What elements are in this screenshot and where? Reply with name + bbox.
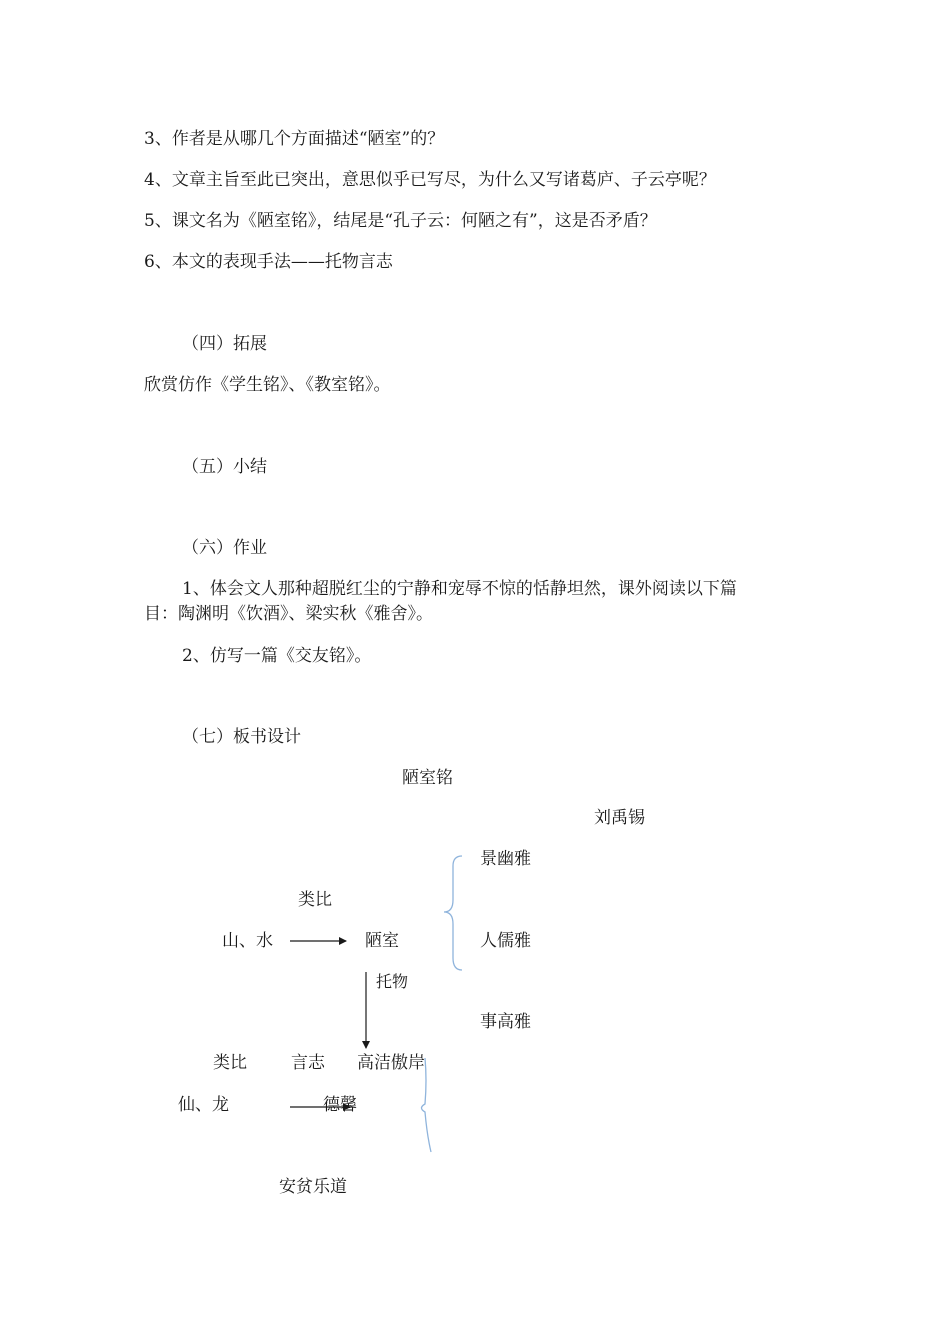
board-title: 陋室铭 — [402, 768, 453, 788]
board-by-object: 托物 — [376, 972, 409, 991]
board-virtue-fragrant: 德馨 — [323, 1095, 357, 1115]
board-mountain-water: 山、水 — [222, 931, 273, 951]
homework-heading: （六）作业 — [182, 538, 267, 558]
question-4: 4、文章主旨至此已突出，意思似乎已写尽，为什么又写诸葛庐、子云亭呢？ — [144, 170, 716, 190]
board-immortal-dragon: 仙、龙 — [178, 1095, 229, 1115]
question-3: 3、作者是从哪几个方面描述“陋室”的？ — [144, 129, 445, 149]
board-analogy-bottom: 类比 — [213, 1053, 247, 1073]
homework-1-line2: 目：陶渊明《饮酒》、梁实秋《雅舍》。 — [144, 604, 433, 624]
expand-heading: （四）拓展 — [182, 334, 267, 354]
homework-2: 2、仿写一篇《交友铭》。 — [182, 646, 372, 666]
board-content-poverty: 安贫乐道 — [279, 1177, 347, 1197]
board-matter-elegant: 事高雅 — [480, 1012, 531, 1032]
brace-upper — [444, 856, 462, 970]
board-express-will: 言志 — [291, 1053, 325, 1073]
board-analogy-top: 类比 — [298, 890, 332, 910]
question-5: 5、课文名为《陋室铭》，结尾是“孔子云：何陋之有”，这是否矛盾？ — [144, 211, 657, 231]
board-scenery-elegant: 景幽雅 — [480, 849, 531, 869]
board-humble-room: 陋室 — [365, 931, 399, 951]
board-author: 刘禹锡 — [594, 808, 645, 828]
board-people-elegant: 人儒雅 — [480, 931, 531, 951]
expand-text: 欣赏仿作《学生铭》、《教室铭》。 — [144, 375, 391, 395]
question-6: 6、本文的表现手法——托物言志 — [144, 252, 393, 272]
homework-1-line1: 1、体会文人那种超脱红尘的宁静和宠辱不惊的恬静坦然，课外阅读以下篇 — [182, 579, 737, 599]
board-noble-proud: 高洁傲岸 — [357, 1053, 425, 1073]
board-heading: （七）板书设计 — [182, 727, 301, 747]
summary-heading: （五）小结 — [182, 457, 267, 477]
